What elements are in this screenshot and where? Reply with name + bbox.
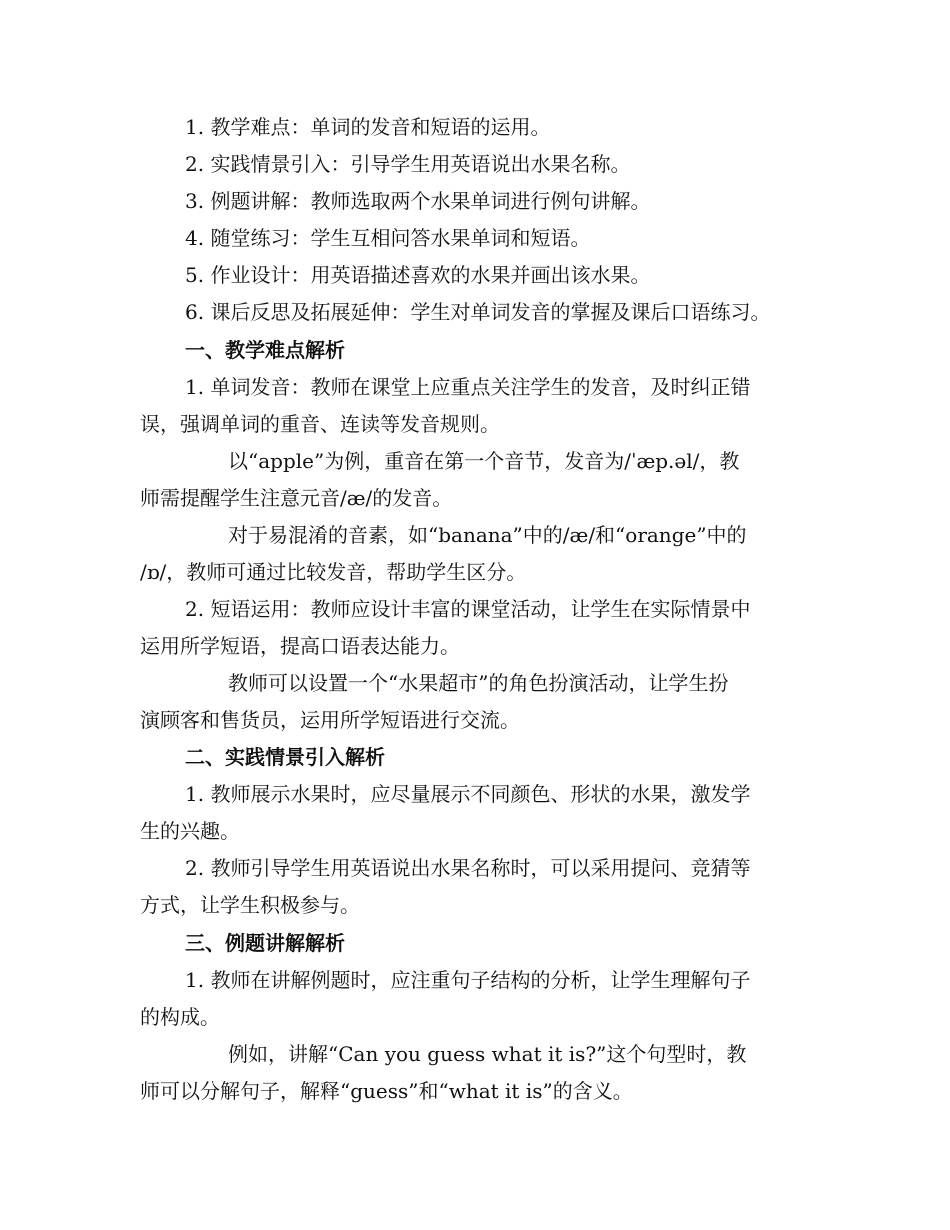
paragraph-line: 方式，让学生积极参与。: [140, 893, 360, 917]
paragraph-line: 的构成。: [140, 1005, 220, 1029]
paragraph-line: 2. 短语运用：教师应设计丰富的课堂活动，让学生在实际情景中: [185, 597, 751, 621]
paragraph-line: 2. 教师引导学生用英语说出水果名称时，可以采用提问、竞猜等: [185, 856, 751, 880]
paragraph-line: 师需提醒学生注意元音/æ/的发音。: [140, 486, 453, 510]
list-item-5: 5. 作业设计：用英语描述喜欢的水果并画出该水果。: [185, 263, 651, 287]
paragraph-line: 对于易混淆的音素，如“banana”中的/æ/和“orange”中的: [228, 523, 747, 547]
list-item-3: 3. 例题讲解：教师选取两个水果单词进行例句讲解。: [185, 189, 651, 213]
list-item-2: 2. 实践情景引入：引导学生用英语说出水果名称。: [185, 152, 631, 176]
paragraph-line: 误，强调单词的重音、连读等发音规则。: [140, 412, 500, 436]
paragraph-line: 1. 单词发音：教师在课堂上应重点关注学生的发音，及时纠正错: [185, 375, 751, 399]
section-heading-3: 三、例题讲解解析: [185, 931, 345, 955]
section-heading-2: 二、实践情景引入解析: [185, 745, 385, 769]
list-item-4: 4. 随堂练习：学生互相问答水果单词和短语。: [185, 226, 591, 250]
paragraph-line: 演顾客和售货员，运用所学短语进行交流。: [140, 708, 520, 732]
section-heading-1: 一、教学难点解析: [185, 338, 345, 362]
list-item-1: 1. 教学难点：单词的发音和短语的运用。: [185, 115, 551, 139]
paragraph-line: /ɒ/，教师可通过比较发音，帮助学生区分。: [140, 560, 527, 584]
paragraph-line: 教师可以设置一个“水果超市”的角色扮演活动，让学生扮: [228, 671, 729, 695]
paragraph-line: 生的兴趣。: [140, 819, 240, 843]
paragraph-line: 运用所学短语，提高口语表达能力。: [140, 634, 460, 658]
paragraph-line: 以“apple”为例，重音在第一个音节，发音为/ˈæp.əl/，教: [228, 449, 740, 473]
list-item-6: 6. 课后反思及拓展延伸：学生对单词发音的掌握及课后口语练习。: [185, 300, 771, 324]
paragraph-line: 例如，讲解“Can you guess what it is?”这个句型时，教: [228, 1042, 747, 1066]
paragraph-line: 1. 教师展示水果时，应尽量展示不同颜色、形状的水果，激发学: [185, 782, 751, 806]
paragraph-line: 1. 教师在讲解例题时，应注重句子结构的分析，让学生理解句子: [185, 968, 751, 992]
paragraph-line: 师可以分解句子，解释“guess”和“what it is”的含义。: [140, 1079, 633, 1103]
